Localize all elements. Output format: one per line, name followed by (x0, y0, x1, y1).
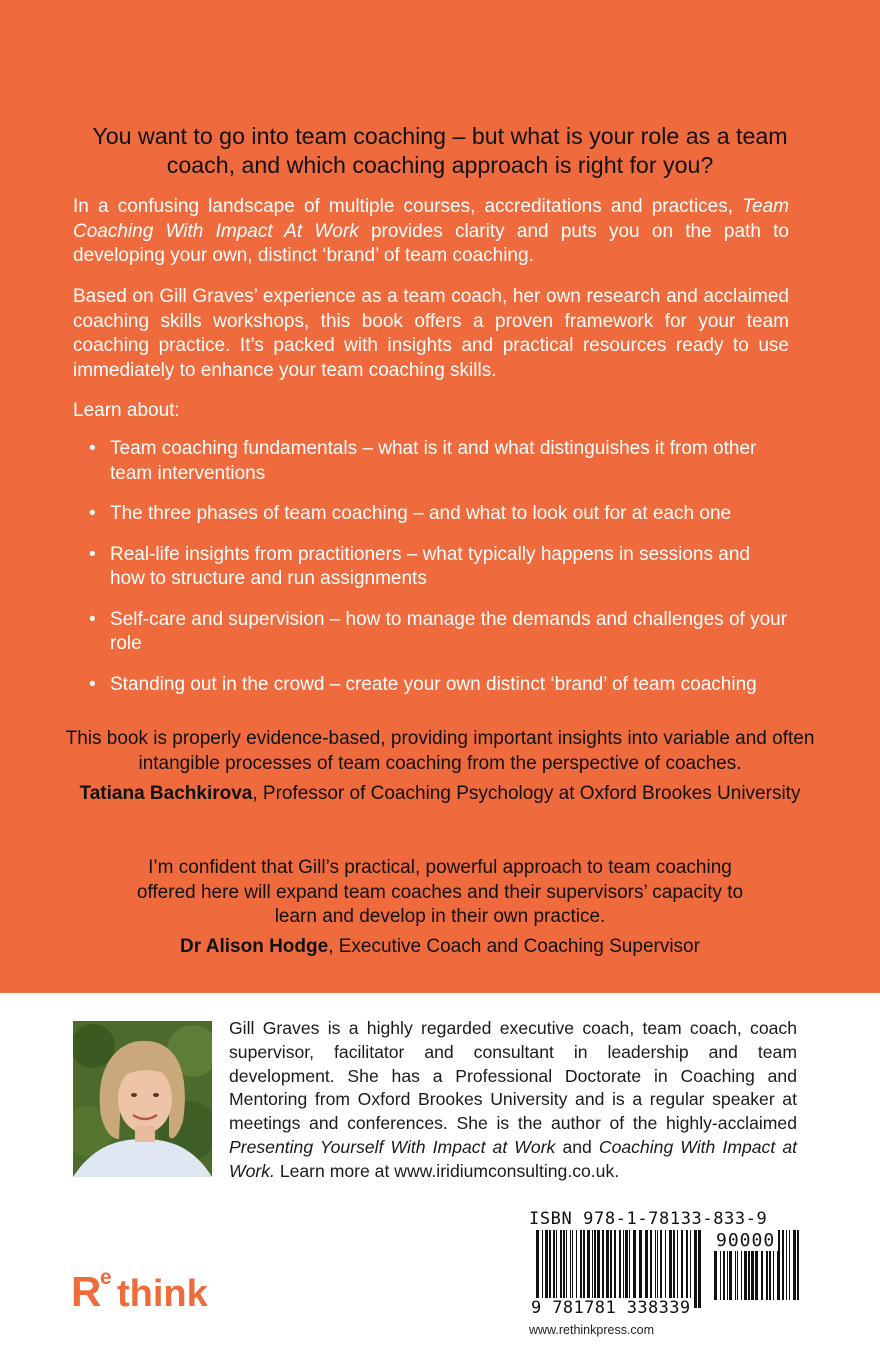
list-item (73, 543, 789, 592)
barcode-bar (545, 1230, 548, 1308)
endorser-name: Tatiana Bachkirova (79, 783, 253, 804)
list-item (73, 502, 789, 527)
book-title: Presenting Yourself With Impact at Work (229, 1136, 556, 1157)
barcode-bar (629, 1230, 630, 1308)
barcode-bar (655, 1230, 656, 1308)
list-item (73, 608, 789, 657)
barcode-bar (686, 1230, 688, 1308)
barcode-bar (690, 1230, 691, 1308)
endorser-role: , Professor of Coaching Psychology at Oxford Brookes University (252, 783, 801, 804)
bullet-icon: • (89, 673, 96, 695)
list-item-text: Self-care and supervision – how to manage the demands and challenges of your role (110, 608, 788, 654)
learning-list (73, 437, 789, 713)
logo-r: R (71, 1268, 102, 1312)
barcode-bar (587, 1230, 590, 1308)
barcode-bar (797, 1230, 799, 1300)
description-paragraph: Based on Gill Graves’ experience as a team coach, her own research and acclaimed coaching skills workshops, this book offers a proven framework for your team coaching practice. It’s packed with insights and practical resources ready to use immediately to enhance your team coaching skills. (73, 286, 789, 381)
barcode-bar (536, 1230, 539, 1308)
isbn-label: ISBN 978-1-78133-833-9 (529, 1209, 768, 1229)
barcode-bar (645, 1230, 648, 1308)
barcode-bar (583, 1230, 585, 1308)
intro-paragraph (73, 195, 789, 269)
barcode-bar (549, 1230, 551, 1308)
barcode-bar (566, 1230, 567, 1308)
barcode-bar (594, 1230, 596, 1308)
barcode-bar (657, 1230, 658, 1308)
barcode-bar (694, 1230, 697, 1308)
list-item-text: Real-life insights from practitioners – what typically happens in sessions and how to structure and run assignments (110, 543, 750, 589)
endorser-name: Dr Alison Hodge (180, 936, 329, 957)
author-bio-text: and (555, 1136, 599, 1157)
barcode-bar (619, 1230, 621, 1308)
endorser-role: , Executive Coach and Coaching Supervisor (328, 936, 700, 957)
list-item-text: Team coaching fundamentals – what is it and what distinguishes it from other team interventions (110, 438, 757, 484)
author-photo (73, 1021, 212, 1177)
author-bio-text: Gill Graves is a highly regarded executive coach, team coach, coach supervisor, facilitator and consultant in leadership and team development. She has a Professional Doctorate in Coaching and Mentoring from Oxford Brookes University and is a regular speaker at meetings and conferences. She is the author of the highly-acclaimed (229, 1018, 797, 1134)
endorsement-attribution (40, 782, 840, 807)
barcode-bar (542, 1230, 543, 1308)
barcode-bar (698, 1230, 701, 1308)
book-title: Team Coaching With Impact At Work (73, 196, 789, 242)
barcode-bar (580, 1230, 582, 1308)
logo-text: think (117, 1273, 208, 1312)
list-item-text: The three phases of team coaching – and what to look out for at each one (110, 503, 732, 524)
barcode (536, 1230, 704, 1308)
barcode-bar (650, 1230, 652, 1308)
intro-text-end: provides clarity and puts you on the path to developing your own, distinct ‘brand’ of team coaching. (73, 220, 789, 266)
barcode-bar (623, 1230, 624, 1308)
bullet-icon: • (89, 438, 96, 459)
barcode-bar (639, 1230, 642, 1308)
barcode-bar (602, 1230, 604, 1308)
author-bio (229, 1017, 797, 1184)
barcode-bar (660, 1230, 662, 1308)
barcode-bar (782, 1230, 784, 1300)
barcode-bar (556, 1230, 557, 1308)
barcode-bar (789, 1230, 790, 1300)
headline: You want to go into team coaching – but what is your role as a team coach, and which coaching approach is right for you? (92, 123, 788, 178)
book-title: Coaching With Impact at Work. (229, 1136, 797, 1181)
bullet-icon: • (89, 608, 96, 630)
barcode-bar (606, 1230, 609, 1308)
endorsement-quote: I’m confident that Gill’s practical, powerful approach to team coaching offered here will expand team coaches and their supervisors’ capacity to learn and develop in their own practice. (136, 857, 744, 927)
barcode-bar (553, 1230, 555, 1308)
list-item (73, 437, 789, 486)
list-item (73, 673, 789, 698)
barcode-bar (786, 1230, 787, 1300)
barcode-bar (570, 1230, 571, 1308)
barcode-bar (610, 1230, 612, 1308)
addon-number: 90000 (713, 1230, 778, 1251)
endorsement-attribution (40, 935, 840, 960)
barcode-bar (625, 1230, 628, 1308)
barcode-bar (665, 1230, 666, 1308)
barcode-bar (793, 1230, 796, 1300)
endorsement-quote: This book is properly evidence-based, providing important insights into variable and often intangible processes of team coaching from the perspective of coaches. (65, 728, 815, 774)
author-portrait-icon (73, 1021, 212, 1177)
barcode-bar (681, 1230, 683, 1308)
publisher-logo (71, 1262, 251, 1312)
barcode-bar (592, 1230, 593, 1308)
barcode-bar (669, 1230, 672, 1308)
logo-e: e (100, 1266, 112, 1289)
publisher-website: www.rethinkpress.com (529, 1323, 655, 1337)
barcode-bar (576, 1230, 577, 1308)
author-website-text: Learn more at www.iridiumconsulting.co.uk. (274, 1160, 620, 1181)
barcode-bar (560, 1230, 562, 1308)
learn-about-label: Learn about: (73, 400, 180, 421)
barcode-number: 9 781781 338339 (531, 1298, 691, 1318)
intro-text: In a confusing landscape of multiple courses, accreditations and practices, (73, 196, 743, 217)
barcode-bar (597, 1230, 600, 1308)
barcode-bar (614, 1230, 616, 1308)
barcode-bar (633, 1230, 636, 1308)
barcode-bar (673, 1230, 675, 1308)
barcode-bar (563, 1230, 565, 1308)
barcode-bar (677, 1230, 678, 1308)
barcode-bar (572, 1230, 573, 1308)
bullet-icon: • (89, 503, 96, 524)
bullet-icon: • (89, 543, 96, 565)
list-item-text: Standing out in the crowd – create your own distinct ‘brand’ of team coaching (110, 673, 757, 695)
